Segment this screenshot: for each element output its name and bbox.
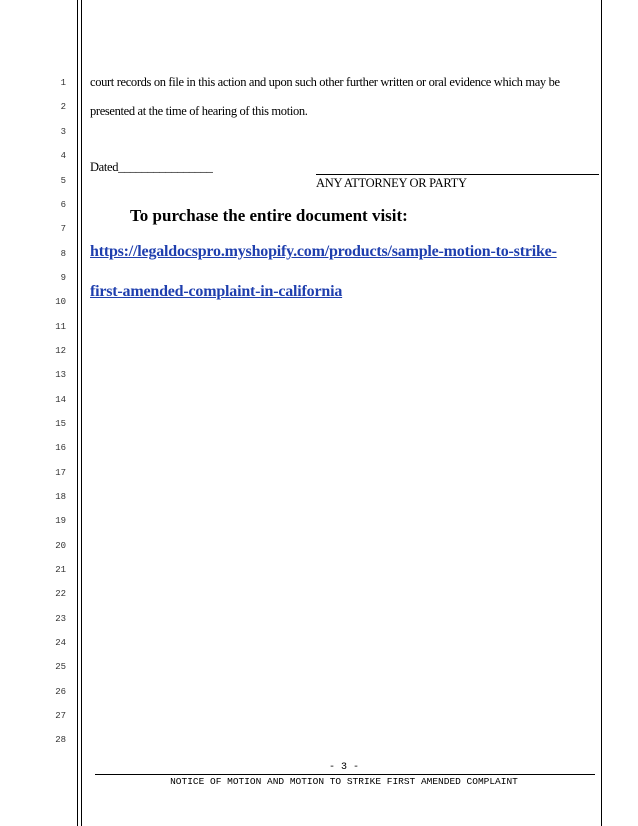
line-number: 5 bbox=[60, 176, 66, 186]
purchase-link-line-1[interactable]: https://legaldocspro.myshopify.com/products/sample-motion-to-strike- bbox=[90, 243, 557, 260]
purchase-heading: To purchase the entire document visit: bbox=[130, 206, 408, 225]
line-number: 24 bbox=[55, 638, 66, 648]
line-number: 11 bbox=[55, 322, 66, 332]
line-number: 22 bbox=[55, 589, 66, 599]
line-number: 23 bbox=[55, 614, 66, 624]
line-number: 19 bbox=[55, 516, 66, 526]
line-number: 21 bbox=[55, 565, 66, 575]
line-number: 8 bbox=[60, 249, 66, 259]
line-number: 28 bbox=[55, 735, 66, 745]
line-number: 16 bbox=[55, 443, 66, 453]
line-number: 6 bbox=[60, 200, 66, 210]
signature-line bbox=[316, 174, 599, 175]
line-number: 26 bbox=[55, 687, 66, 697]
line-number: 2 bbox=[60, 102, 66, 112]
line-number: 1 bbox=[60, 78, 66, 88]
footer-rule bbox=[95, 774, 595, 775]
line-number: 17 bbox=[55, 468, 66, 478]
dated-line: Dated________________ bbox=[90, 160, 213, 174]
body-line-2: presented at the time of hearing of this motion. bbox=[90, 104, 308, 118]
line-number: 12 bbox=[55, 346, 66, 356]
line-number: 20 bbox=[55, 541, 66, 551]
right-margin-rule bbox=[601, 0, 602, 826]
line-number: 10 bbox=[55, 297, 66, 307]
line-number: 15 bbox=[55, 419, 66, 429]
line-number: 7 bbox=[60, 224, 66, 234]
line-number: 3 bbox=[60, 127, 66, 137]
purchase-link-line-2[interactable]: first-amended-complaint-in-california bbox=[90, 283, 343, 300]
left-margin-rule-outer bbox=[77, 0, 78, 826]
left-margin-rule-inner bbox=[81, 0, 82, 826]
line-number: 13 bbox=[55, 370, 66, 380]
body-line-1: court records on file in this action and upon such other further written or oral evidence which may be bbox=[90, 75, 560, 89]
line-number: 27 bbox=[55, 711, 66, 721]
page-number: - 3 - bbox=[328, 762, 359, 773]
line-number: 25 bbox=[55, 662, 66, 672]
line-number: 14 bbox=[55, 395, 66, 405]
signature-label: ANY ATTORNEY OR PARTY bbox=[316, 176, 467, 190]
line-number: 4 bbox=[60, 151, 66, 161]
line-number: 18 bbox=[55, 492, 66, 502]
footer-title: NOTICE OF MOTION AND MOTION TO STRIKE FIRST AMENDED COMPLAINT bbox=[170, 776, 518, 787]
line-number: 9 bbox=[60, 273, 66, 283]
